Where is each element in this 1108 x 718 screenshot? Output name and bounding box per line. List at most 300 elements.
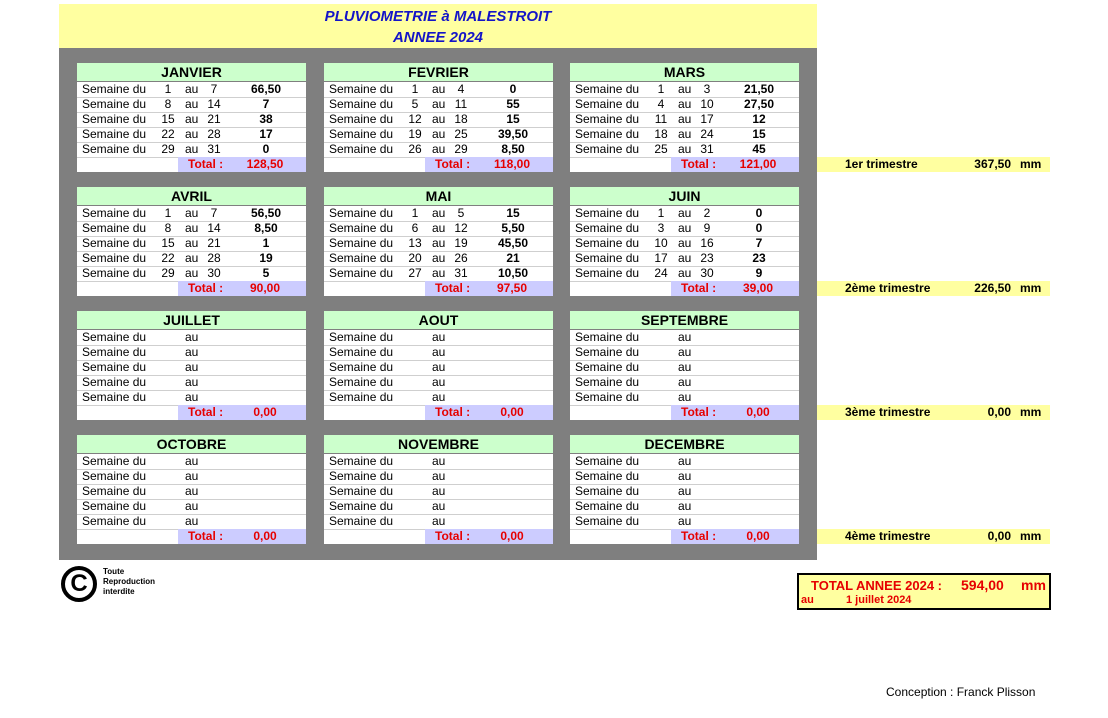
month-total-value: 0,00 xyxy=(500,529,524,543)
week-au-label: au xyxy=(185,127,199,141)
week-rainfall-value: 45 xyxy=(752,142,766,156)
week-start-day: 15 xyxy=(161,112,175,126)
week-au-label: au xyxy=(185,266,199,280)
week-au-label: au xyxy=(678,97,692,111)
month-block-mai xyxy=(324,187,553,296)
week-end-day: 11 xyxy=(454,97,468,111)
week-start-day: 20 xyxy=(408,251,422,265)
week-end-day: 21 xyxy=(207,236,221,250)
month-header: JANVIER xyxy=(77,63,306,82)
trimester-unit: mm xyxy=(1020,529,1042,543)
week-label: Semaine du xyxy=(575,514,640,528)
week-label: Semaine du xyxy=(82,330,147,344)
week-start-day: 1 xyxy=(657,82,665,96)
annual-total-unit: mm xyxy=(1021,577,1046,593)
month-header: MAI xyxy=(324,187,553,206)
week-au-label: au xyxy=(678,127,692,141)
week-label: Semaine du xyxy=(329,206,394,220)
week-au-label: au xyxy=(432,206,446,220)
week-au-label: au xyxy=(678,360,692,374)
week-row xyxy=(570,142,799,158)
week-rainfall-value: 7 xyxy=(262,97,270,111)
week-label: Semaine du xyxy=(329,469,394,483)
week-rainfall-value: 56,50 xyxy=(250,206,282,220)
month-header: DECEMBRE xyxy=(570,435,799,454)
month-total-row xyxy=(570,405,799,420)
week-row xyxy=(570,206,799,222)
week-row xyxy=(570,469,799,485)
week-row xyxy=(324,454,553,470)
week-end-day: 10 xyxy=(700,97,714,111)
month-total-cell xyxy=(425,281,553,296)
week-au-label: au xyxy=(185,514,199,528)
week-au-label: au xyxy=(185,221,199,235)
week-label: Semaine du xyxy=(82,375,147,389)
week-label: Semaine du xyxy=(329,142,394,156)
week-row xyxy=(570,112,799,128)
week-au-label: au xyxy=(185,360,199,374)
week-row xyxy=(77,360,306,376)
trimester-label: 1er trimestre xyxy=(845,157,918,171)
week-end-day: 25 xyxy=(454,127,468,141)
week-label: Semaine du xyxy=(575,360,640,374)
trimester-unit: mm xyxy=(1020,281,1042,295)
week-au-label: au xyxy=(185,82,199,96)
month-total-value: 118,00 xyxy=(493,157,531,171)
week-au-label: au xyxy=(678,236,692,250)
week-label: Semaine du xyxy=(329,499,394,513)
week-start-day: 3 xyxy=(657,221,665,235)
week-label: Semaine du xyxy=(329,97,394,111)
week-row xyxy=(570,499,799,515)
week-row xyxy=(77,330,306,346)
week-au-label: au xyxy=(678,499,692,513)
credit-text: Conception : Franck Plisson xyxy=(886,685,1036,699)
month-block-juin xyxy=(570,187,799,296)
week-end-day: 7 xyxy=(210,82,218,96)
month-total-value: 39,00 xyxy=(742,281,774,295)
week-rainfall-value: 23 xyxy=(752,251,766,265)
week-end-day: 2 xyxy=(703,206,711,220)
week-au-label: au xyxy=(185,469,199,483)
trimester-unit: mm xyxy=(1020,405,1042,419)
month-header: AVRIL xyxy=(77,187,306,206)
week-row xyxy=(77,82,306,98)
week-row xyxy=(570,127,799,143)
week-rainfall-value: 5,50 xyxy=(501,221,525,235)
week-rainfall-value: 55 xyxy=(506,97,520,111)
month-total-cell xyxy=(178,157,306,172)
week-start-day: 22 xyxy=(161,251,175,265)
week-row xyxy=(570,360,799,376)
week-end-day: 18 xyxy=(454,112,468,126)
week-au-label: au xyxy=(432,345,446,359)
week-row xyxy=(324,330,553,346)
week-label: Semaine du xyxy=(329,266,394,280)
week-label: Semaine du xyxy=(575,484,640,498)
week-row xyxy=(77,454,306,470)
week-label: Semaine du xyxy=(82,514,147,528)
month-total-cell xyxy=(671,157,799,172)
week-row xyxy=(324,266,553,282)
week-row xyxy=(570,82,799,98)
week-row xyxy=(324,97,553,113)
week-au-label: au xyxy=(678,251,692,265)
week-end-day: 28 xyxy=(207,251,221,265)
week-label: Semaine du xyxy=(575,499,640,513)
month-total-label: Total : xyxy=(435,529,471,543)
week-au-label: au xyxy=(432,127,446,141)
week-start-day: 15 xyxy=(161,236,175,250)
week-start-day: 17 xyxy=(654,251,668,265)
week-start-day: 29 xyxy=(161,142,175,156)
month-total-row xyxy=(570,281,799,296)
week-au-label: au xyxy=(432,330,446,344)
trimester-row xyxy=(817,157,1050,172)
week-start-day: 18 xyxy=(654,127,668,141)
week-au-label: au xyxy=(432,360,446,374)
week-row xyxy=(324,360,553,376)
week-label: Semaine du xyxy=(575,236,640,250)
week-label: Semaine du xyxy=(82,142,147,156)
week-au-label: au xyxy=(678,454,692,468)
week-label: Semaine du xyxy=(82,390,147,404)
week-label: Semaine du xyxy=(329,221,394,235)
week-au-label: au xyxy=(185,142,199,156)
week-rainfall-value: 0 xyxy=(262,142,270,156)
month-header: SEPTEMBRE xyxy=(570,311,799,330)
week-au-label: au xyxy=(432,469,446,483)
week-au-label: au xyxy=(432,514,446,528)
week-rainfall-value: 7 xyxy=(755,236,763,250)
week-end-day: 26 xyxy=(454,251,468,265)
week-label: Semaine du xyxy=(329,454,394,468)
week-label: Semaine du xyxy=(575,251,640,265)
week-rainfall-value: 10,50 xyxy=(497,266,529,280)
week-start-day: 25 xyxy=(654,142,668,156)
week-start-day: 1 xyxy=(657,206,665,220)
week-rainfall-value: 15 xyxy=(752,127,766,141)
week-au-label: au xyxy=(678,469,692,483)
week-label: Semaine du xyxy=(82,251,147,265)
week-row xyxy=(570,390,799,406)
week-label: Semaine du xyxy=(329,236,394,250)
month-total-row xyxy=(324,405,553,420)
week-au-label: au xyxy=(185,236,199,250)
week-au-label: au xyxy=(432,266,446,280)
week-row xyxy=(324,390,553,406)
annual-au-label: au xyxy=(801,594,814,606)
week-au-label: au xyxy=(678,330,692,344)
week-row xyxy=(77,206,306,222)
week-end-day: 31 xyxy=(700,142,714,156)
week-rainfall-value: 5 xyxy=(262,266,270,280)
week-rainfall-value: 8,50 xyxy=(254,221,278,235)
week-end-day: 30 xyxy=(700,266,714,280)
week-row xyxy=(324,127,553,143)
week-end-day: 30 xyxy=(207,266,221,280)
month-total-value: 0,00 xyxy=(746,529,770,543)
week-label: Semaine du xyxy=(82,236,147,250)
week-label: Semaine du xyxy=(575,454,640,468)
week-au-label: au xyxy=(185,206,199,220)
month-total-value: 97,50 xyxy=(496,281,528,295)
week-row xyxy=(570,266,799,282)
month-total-cell xyxy=(671,281,799,296)
week-start-day: 29 xyxy=(161,266,175,280)
week-au-label: au xyxy=(432,221,446,235)
week-row xyxy=(324,142,553,158)
week-row xyxy=(570,236,799,252)
month-total-value: 0,00 xyxy=(500,405,524,419)
month-header: JUIN xyxy=(570,187,799,206)
week-row xyxy=(77,251,306,267)
week-row xyxy=(77,484,306,500)
week-start-day: 27 xyxy=(408,266,422,280)
week-au-label: au xyxy=(185,97,199,111)
week-row xyxy=(570,345,799,361)
annual-date: 1 juillet 2024 xyxy=(846,594,912,606)
week-rainfall-value: 19 xyxy=(259,251,273,265)
week-row xyxy=(77,127,306,143)
week-row xyxy=(77,142,306,158)
week-row xyxy=(570,221,799,237)
week-label: Semaine du xyxy=(82,221,147,235)
week-au-label: au xyxy=(185,251,199,265)
month-total-row xyxy=(324,281,553,296)
week-end-day: 7 xyxy=(210,206,218,220)
month-block-septembre xyxy=(570,311,799,420)
week-end-day: 14 xyxy=(207,97,221,111)
week-row xyxy=(77,221,306,237)
month-header: JUILLET xyxy=(77,311,306,330)
week-label: Semaine du xyxy=(82,112,147,126)
week-rainfall-value: 15 xyxy=(506,112,520,126)
week-end-day: 28 xyxy=(207,127,221,141)
week-end-day: 14 xyxy=(207,221,221,235)
month-block-janvier xyxy=(77,63,306,172)
week-end-day: 23 xyxy=(700,251,714,265)
week-rainfall-value: 39,50 xyxy=(497,127,529,141)
week-start-day: 24 xyxy=(654,266,668,280)
week-row xyxy=(324,112,553,128)
month-total-label: Total : xyxy=(681,281,717,295)
month-total-cell xyxy=(425,157,553,172)
week-au-label: au xyxy=(678,514,692,528)
week-label: Semaine du xyxy=(82,206,147,220)
month-total-label: Total : xyxy=(435,405,471,419)
week-label: Semaine du xyxy=(575,345,640,359)
week-end-day: 31 xyxy=(454,266,468,280)
copyright-line-3: interdite xyxy=(103,587,135,596)
month-block-avril xyxy=(77,187,306,296)
trimester-value: 367,50 xyxy=(974,157,1011,171)
week-label: Semaine du xyxy=(575,221,640,235)
week-row xyxy=(570,484,799,500)
week-end-day: 9 xyxy=(703,221,711,235)
week-row xyxy=(77,390,306,406)
week-row xyxy=(570,97,799,113)
week-row xyxy=(324,499,553,515)
week-start-day: 22 xyxy=(161,127,175,141)
week-label: Semaine du xyxy=(82,345,147,359)
title-line-1: PLUVIOMETRIE à MALESTROIT xyxy=(324,8,552,25)
month-block-mars xyxy=(570,63,799,172)
week-label: Semaine du xyxy=(329,360,394,374)
week-row xyxy=(324,375,553,391)
week-start-day: 1 xyxy=(164,206,172,220)
week-rainfall-value: 0 xyxy=(509,82,517,96)
week-start-day: 19 xyxy=(408,127,422,141)
week-label: Semaine du xyxy=(329,127,394,141)
week-row xyxy=(324,514,553,530)
week-start-day: 12 xyxy=(408,112,422,126)
week-label: Semaine du xyxy=(329,82,394,96)
month-total-label: Total : xyxy=(188,529,224,543)
week-end-day: 24 xyxy=(700,127,714,141)
week-label: Semaine du xyxy=(329,251,394,265)
month-total-label: Total : xyxy=(435,281,471,295)
month-total-value: 121,00 xyxy=(739,157,777,171)
week-start-day: 1 xyxy=(411,82,419,96)
month-total-label: Total : xyxy=(681,405,717,419)
trimester-label: 3ème trimestre xyxy=(845,405,931,419)
week-rainfall-value: 66,50 xyxy=(250,82,282,96)
week-label: Semaine du xyxy=(575,97,640,111)
month-header: FEVRIER xyxy=(324,63,553,82)
week-end-day: 12 xyxy=(454,221,468,235)
title-banner xyxy=(59,4,817,48)
week-row xyxy=(570,251,799,267)
week-au-label: au xyxy=(432,390,446,404)
copyright-line-2: Reproduction xyxy=(103,577,155,586)
week-row xyxy=(77,97,306,113)
week-row xyxy=(77,345,306,361)
week-start-day: 1 xyxy=(164,82,172,96)
week-row xyxy=(324,206,553,222)
month-header: NOVEMBRE xyxy=(324,435,553,454)
week-au-label: au xyxy=(432,142,446,156)
month-header: MARS xyxy=(570,63,799,82)
week-label: Semaine du xyxy=(575,266,640,280)
week-row xyxy=(324,82,553,98)
trimester-label: 4ème trimestre xyxy=(845,529,931,543)
week-label: Semaine du xyxy=(82,454,147,468)
week-au-label: au xyxy=(432,499,446,513)
week-row xyxy=(77,499,306,515)
week-end-day: 19 xyxy=(454,236,468,250)
week-start-day: 8 xyxy=(164,97,172,111)
month-total-cell xyxy=(671,529,799,544)
month-total-cell xyxy=(425,405,553,420)
week-au-label: au xyxy=(678,266,692,280)
week-au-label: au xyxy=(185,484,199,498)
week-label: Semaine du xyxy=(329,112,394,126)
week-row xyxy=(570,330,799,346)
week-rainfall-value: 15 xyxy=(506,206,520,220)
week-au-label: au xyxy=(432,82,446,96)
week-au-label: au xyxy=(678,484,692,498)
week-row xyxy=(570,514,799,530)
month-block-octobre xyxy=(77,435,306,544)
copyright-icon: C xyxy=(61,566,97,602)
week-row xyxy=(324,251,553,267)
week-row xyxy=(77,112,306,128)
week-label: Semaine du xyxy=(575,330,640,344)
week-start-day: 1 xyxy=(411,206,419,220)
month-total-label: Total : xyxy=(188,157,224,171)
week-rainfall-value: 1 xyxy=(262,236,270,250)
month-total-cell xyxy=(178,405,306,420)
month-total-row xyxy=(77,281,306,296)
week-label: Semaine du xyxy=(82,266,147,280)
month-total-row xyxy=(324,529,553,544)
week-row xyxy=(570,375,799,391)
month-total-row xyxy=(570,157,799,172)
week-label: Semaine du xyxy=(82,97,147,111)
week-label: Semaine du xyxy=(82,127,147,141)
week-label: Semaine du xyxy=(82,360,147,374)
week-rainfall-value: 0 xyxy=(755,221,763,235)
month-total-label: Total : xyxy=(188,405,224,419)
week-start-day: 13 xyxy=(408,236,422,250)
week-au-label: au xyxy=(678,82,692,96)
week-label: Semaine du xyxy=(82,82,147,96)
week-au-label: au xyxy=(432,112,446,126)
week-end-day: 29 xyxy=(454,142,468,156)
week-end-day: 4 xyxy=(457,82,465,96)
month-total-cell xyxy=(671,405,799,420)
week-row xyxy=(77,266,306,282)
copyright-line-1: Toute xyxy=(103,567,125,576)
trimester-value: 226,50 xyxy=(974,281,1011,295)
week-row xyxy=(77,514,306,530)
trimester-value: 0,00 xyxy=(987,529,1011,543)
week-label: Semaine du xyxy=(575,82,640,96)
month-total-label: Total : xyxy=(188,281,224,295)
week-label: Semaine du xyxy=(82,484,147,498)
month-total-value: 90,00 xyxy=(249,281,281,295)
week-end-day: 5 xyxy=(457,206,465,220)
month-total-row xyxy=(570,529,799,544)
trimester-label: 2ème trimestre xyxy=(845,281,931,295)
week-label: Semaine du xyxy=(329,390,394,404)
week-au-label: au xyxy=(185,375,199,389)
week-start-day: 10 xyxy=(654,236,668,250)
week-rainfall-value: 12 xyxy=(752,112,766,126)
week-row xyxy=(324,469,553,485)
week-end-day: 16 xyxy=(700,236,714,250)
annual-total-value: 594,00 xyxy=(961,577,1004,593)
week-label: Semaine du xyxy=(575,390,640,404)
month-total-label: Total : xyxy=(435,157,471,171)
week-au-label: au xyxy=(432,97,446,111)
week-label: Semaine du xyxy=(575,206,640,220)
month-total-value: 0,00 xyxy=(746,405,770,419)
week-rainfall-value: 45,50 xyxy=(497,236,529,250)
week-au-label: au xyxy=(185,345,199,359)
week-au-label: au xyxy=(185,330,199,344)
week-start-day: 6 xyxy=(411,221,419,235)
week-end-day: 3 xyxy=(703,82,711,96)
week-au-label: au xyxy=(432,375,446,389)
copyright-notice xyxy=(61,566,191,602)
week-start-day: 5 xyxy=(411,97,419,111)
week-row xyxy=(77,375,306,391)
month-block-fevrier xyxy=(324,63,553,172)
week-au-label: au xyxy=(678,390,692,404)
week-au-label: au xyxy=(678,375,692,389)
